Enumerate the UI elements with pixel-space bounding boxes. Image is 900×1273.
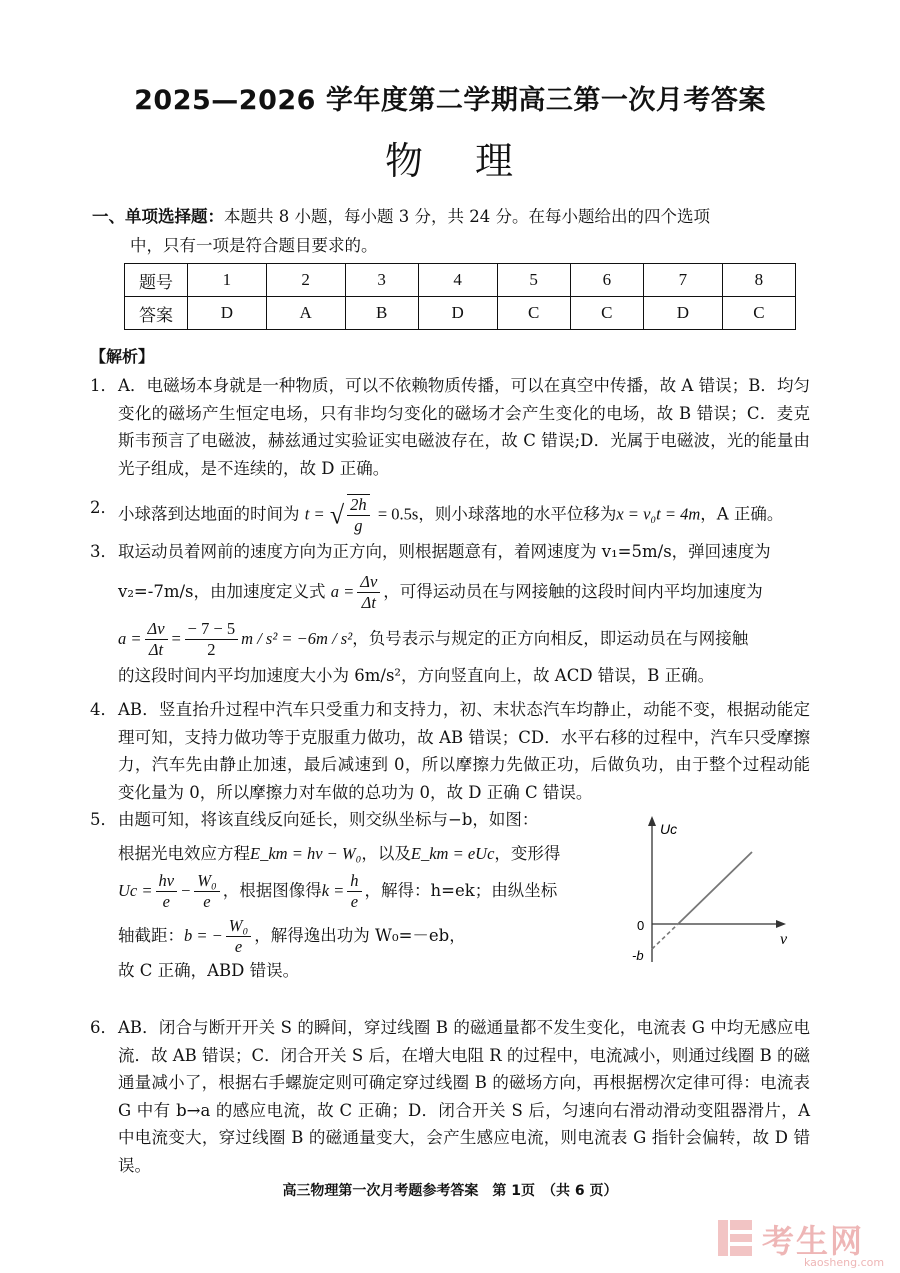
equation: b = −	[184, 926, 223, 945]
section-desc-cont: 中，只有一项是符合题目要求的。	[130, 236, 378, 255]
numerator: Δv	[357, 572, 380, 593]
watermark-name: 考生网	[762, 1222, 865, 1260]
table-cell: 5	[497, 264, 570, 297]
solution-item-4	[90, 696, 810, 806]
table-cell: 6	[570, 264, 643, 297]
solution-item-1	[90, 372, 810, 482]
item-number: 1．	[90, 376, 117, 395]
text-run: 小球落到达地面的时间为	[118, 504, 300, 524]
text-run: ，以及	[361, 843, 411, 863]
sqrt-sign: √	[329, 500, 345, 530]
item-number: 3．	[90, 542, 117, 561]
uc-nu-graph	[620, 812, 800, 972]
table-cell: C	[570, 297, 643, 330]
table-cell: 1	[188, 264, 267, 297]
section-heading	[92, 202, 812, 260]
x-axis-arrow-icon	[776, 920, 786, 928]
item-text	[118, 806, 610, 985]
text-run: 轴截距：	[118, 926, 184, 945]
equation: a =	[118, 628, 142, 648]
text-run: ，A 正确。	[700, 504, 784, 524]
item-text	[118, 538, 810, 689]
watermark-logo-icon	[716, 1216, 756, 1260]
numerator: h	[347, 871, 361, 892]
table-cell: 题号	[125, 264, 188, 297]
table-cell: D	[643, 297, 722, 330]
item-text	[118, 494, 810, 536]
equation: t =	[304, 504, 325, 524]
item-number: 5．	[90, 810, 117, 829]
table-cell: C	[722, 297, 795, 330]
text-line	[118, 572, 810, 613]
item-text: AB．竖直抬升过程中汽车只受重力和支持力，初、末状态汽车均静止，动能不变，根据动能定理可知，支持力做功等于克服重力做功，故 AB 错误；CD．水平右移的过程中，汽车只受摩擦力，汽车先由静止加速，最后减速到 0，所以摩擦力先做正功，后做负功，由于整个过程动能变化量为 0，所以摩擦力对车做的总功为 0，故 D 正确 C 错误。	[118, 700, 810, 802]
text-run: ，则小球落地的水平位移为	[418, 504, 617, 524]
equation: = 0.5s	[377, 504, 419, 524]
table-cell: 3	[345, 264, 418, 297]
fraction	[156, 871, 178, 912]
denominator: Δt	[148, 639, 164, 659]
minus-sign: −	[180, 881, 192, 900]
text-run: v₂=-7m/s，由加速度定义式	[118, 581, 326, 601]
text-line: a = $\frac{\Delta v}{\Delta t}$ = $\frac{- 7 - 5}{2}$ m / s² = −6m / s²，负号表示与规定的正方向相反，即运动员在与网接触	[118, 618, 749, 659]
table-cell: 8	[722, 264, 795, 297]
intercept-label: -b	[632, 948, 644, 963]
text-run: ，变形得	[494, 843, 561, 863]
subject-title	[0, 130, 900, 185]
sqrt-expression	[330, 494, 373, 536]
table-cell: C	[497, 297, 570, 330]
table-cell: D	[418, 297, 497, 330]
graph-extension-dashed	[652, 924, 678, 949]
denominator: g	[354, 516, 363, 535]
item-number: 4．	[90, 700, 117, 719]
text-line: 由题可知，将该直线反向延长，则交纵坐标与−b，如图：	[118, 810, 539, 829]
text-run: ，根据图像得	[222, 881, 322, 900]
numerator: Δv	[145, 619, 168, 640]
table-cell: 7	[643, 264, 722, 297]
table-cell: B	[345, 297, 418, 330]
text-run: ，负号表示与规定的正方向相反，即运动员在与网接触	[352, 628, 749, 648]
item-text: A．电磁场本身就是一种物质，可以不依赖物质传播，可以在真空中传播，故 A 错误；B．均匀变化的磁场产生恒定电场，只有非均匀变化的磁场才会产生变化的电场，故 B 错误；C．麦克斯韦预言了电磁波，赫兹通过实验证实电磁波存在，故 C 错误;D．光属于电磁波，光的能量由光子组成，是不连续的，故 D 正确。	[118, 376, 810, 478]
analysis-label: 【解析】	[90, 347, 155, 366]
denominator: e	[203, 892, 211, 911]
fraction	[357, 572, 380, 613]
y-axis-arrow-icon	[648, 816, 656, 826]
text-line: 取运动员着网前的速度方向为正方向，则根据题意有，着网速度为 v₁=5m/s，弹回速度为	[118, 542, 771, 561]
section-label: 一、单项选择题：	[92, 207, 224, 226]
denominator: 2	[207, 639, 216, 659]
y-axis-label: Uc	[660, 821, 678, 837]
numerator: hν	[156, 871, 178, 892]
text-line	[118, 871, 610, 912]
fraction	[145, 619, 168, 660]
x-axis-label: ν	[780, 931, 788, 948]
text-line	[118, 916, 610, 957]
equation: m / s² = −6m / s²	[241, 628, 353, 648]
equation: x = v₀t = 4m	[616, 504, 701, 524]
text-line: 的这段时间内平均加速度大小为 6m/s²，方向竖直向上，故 ACD 错误，B 正确。	[118, 665, 715, 685]
answer-table	[124, 263, 796, 330]
equation: a =	[330, 581, 355, 601]
table-cell: 4	[418, 264, 497, 297]
table-cell: D	[188, 297, 267, 330]
fraction	[347, 494, 370, 536]
page-title: 2025—2026 学年度第二学期高三第一次月考答案	[134, 85, 766, 116]
equation: k =	[321, 881, 345, 900]
text-run: ，解得逸出功为 W₀=－eb，	[254, 926, 466, 945]
item-text: AB．闭合与断开开关 S 的瞬间，穿过线圈 B 的磁通量都不发生变化，电流表 G 中均无感应电流．故 AB 错误；C．闭合开关 S 后，在增大电阻 R 的过程中，电流减小，则通过线圈 B 的磁通量减小了，根据右手螺旋定则可确定穿过线圈 B 的磁场方向，再根据楞次定律可得：电流表 G 中有 b→a 的感应电流，故 C 正确；D．闭合开关 S 后，匀速向右滑动滑动变阻器滑片，A 中电流变大，穿过线圈 B 的磁通量变大，会产生感应电流，则电流表 G 指针会偏转，故 D 错误。	[118, 1018, 810, 1175]
fraction	[347, 871, 361, 912]
equation: E_km = hν − W₀	[250, 843, 362, 863]
solution-item-3	[90, 538, 810, 689]
section-desc: 本题共 8 小题，每小题 3 分，共 24 分。在每小题给出的四个选项	[224, 207, 710, 226]
subject-char: 理	[475, 139, 516, 183]
denominator: Δt	[361, 592, 376, 612]
numerator: 2h	[347, 495, 370, 516]
text-line: 故 C 正确，ABD 错误。	[118, 961, 300, 980]
table-cell: 答案	[125, 297, 188, 330]
item-number: 2．	[90, 498, 117, 517]
numerator: W₀	[226, 916, 251, 937]
table-cell: 2	[266, 264, 345, 297]
table-cell: A	[266, 297, 345, 330]
fraction	[185, 619, 239, 660]
item-number: 6．	[90, 1018, 117, 1037]
fraction	[226, 916, 251, 957]
equation: E_km = eUc	[410, 843, 495, 863]
denominator: e	[162, 892, 170, 911]
equation: Uc =	[118, 881, 153, 900]
numerator: − 7 − 5	[185, 619, 239, 640]
denominator: e	[234, 937, 243, 956]
table-row	[125, 297, 796, 330]
origin-label: 0	[637, 918, 645, 933]
fraction	[194, 871, 219, 912]
text-run: ，解得：h=ek；由纵坐标	[364, 881, 558, 900]
page-footer: 高三物理第一次月考题参考答案 第 1页 （共 6 页）	[282, 1183, 618, 1199]
table-row	[125, 264, 796, 297]
numerator: W₀	[194, 871, 219, 892]
watermark-url: kaosheng.com	[804, 1256, 885, 1269]
solution-item-5	[90, 806, 610, 985]
text-run: 根据光电效应方程	[118, 843, 250, 863]
text-run: ，可得运动员在与网接触的这段时间内平均加速度为	[383, 581, 763, 601]
solution-item-2	[90, 494, 810, 536]
subject-char: 物	[384, 139, 425, 183]
solution-item-6	[90, 1014, 810, 1179]
graph-line	[678, 852, 752, 924]
denominator: e	[350, 892, 359, 911]
text-line	[118, 840, 610, 868]
